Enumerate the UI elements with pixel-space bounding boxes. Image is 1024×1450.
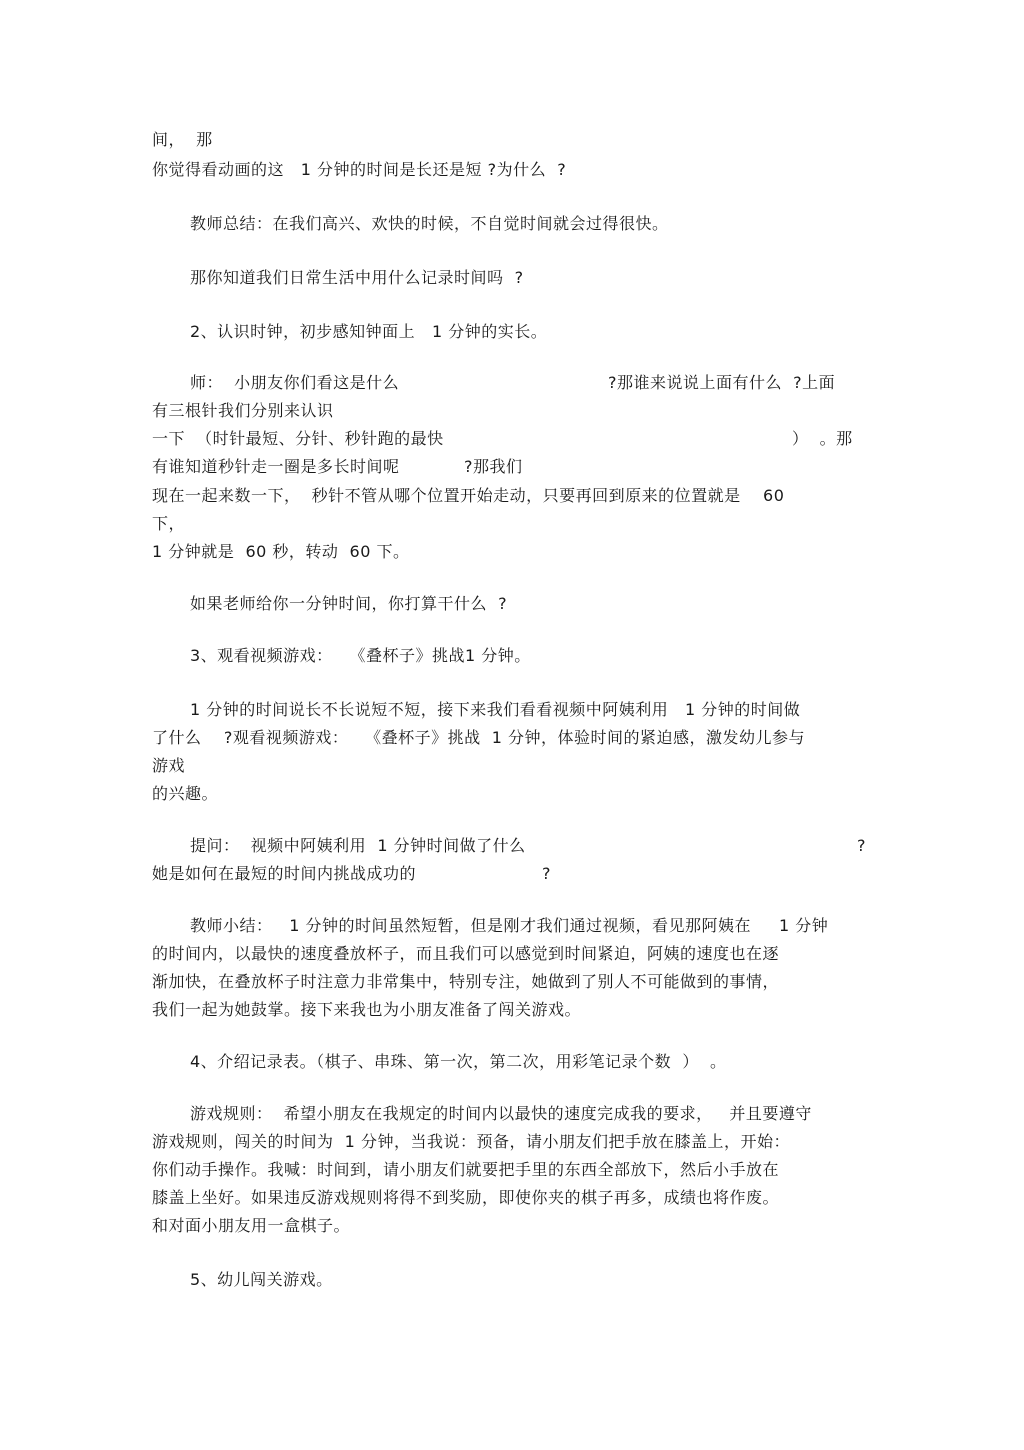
text-line: 的兴趣。 [152, 784, 219, 803]
text-line: 2、认识时钟，初步感知钟面上 1 分钟的实长。 [190, 322, 548, 341]
text-line: 渐加快，在叠放杯子时注意力非常集中，特别专注，她做到了别人不可能做到的事情， [152, 972, 780, 991]
text-line: 1 分钟就是 60 秒，转动 60 下。 [152, 542, 410, 561]
text-line: 1 分钟的时间说长不长说短不短，接下来我们看看视频中阿姨利用 1 分钟的时间做 [190, 700, 801, 719]
text-line: 游戏规则，闯关的时间为 1 分钟，当我说：预备，请小朋友们把手放在膝盖上，开始： [152, 1132, 790, 1151]
text-line: 5、幼儿闯关游戏。 [190, 1270, 333, 1289]
text-line: ） 。那 [792, 429, 853, 448]
text-line: 和对面小朋友用一盒棋子。 [152, 1216, 351, 1235]
text-line: 师： 小朋友你们看这是什么 [190, 373, 400, 392]
text-line: 你觉得看动画的这 1 分钟的时间是长还是短 ?为什么 ? [152, 160, 567, 179]
text-line: 间， 那 [152, 130, 213, 149]
text-line: 现在一起来数一下， 秒针不管从哪个位置开始走动，只要再回到原来的位置就是 60 [152, 486, 785, 505]
text-line: ? [542, 864, 551, 883]
text-line: 教师小结： 1 分钟的时间虽然短暂，但是刚才我们通过视频，看见那阿姨在 1 分钟 [190, 916, 829, 935]
text-line: 的时间内，以最快的速度叠放杯子，而且我们可以感觉到时间紧迫，阿姨的速度也在逐 [152, 944, 780, 963]
text-line: 游戏 [152, 756, 186, 775]
text-line: 有谁知道秒针走一圈是多长时间呢 [152, 457, 400, 476]
text-line: 膝盖上坐好。如果违反游戏规则将得不到奖励，即使你夹的棋子再多，成绩也将作废。 [152, 1188, 780, 1207]
text-line: 了什么 ?观看视频游戏： 《叠杯子》挑战 1 分钟，体验时间的紧迫感，激发幼儿参与 [152, 728, 806, 747]
text-line: ? [857, 836, 866, 855]
text-line: 3、观看视频游戏： 《叠杯子》挑战1 分钟。 [190, 646, 531, 665]
text-line: ?那我们 [464, 457, 523, 476]
text-line: 你们动手操作。我喊：时间到，请小朋友们就要把手里的东西全部放下，然后小手放在 [152, 1160, 780, 1179]
text-line: 她是如何在最短的时间内挑战成功的 [152, 864, 417, 883]
text-line: 4、介绍记录表。（棋子、串珠、第一次，第二次，用彩笔记录个数 ） 。 [190, 1052, 727, 1071]
text-line: 有三根针我们分别来认识 [152, 401, 334, 420]
text-line: 我们一起为她鼓掌。接下来我也为小朋友准备了闯关游戏。 [152, 1000, 582, 1019]
text-line: 下， [152, 514, 186, 533]
text-line: 游戏规则： 希望小朋友在我规定的时间内以最快的速度完成我的要求， 并且要遵守 [190, 1104, 812, 1123]
text-line: 教师总结：在我们高兴、欢快的时候，不自觉时间就会过得很快。 [190, 214, 669, 233]
text-line: 提问： 视频中阿姨利用 1 分钟时间做了什么 [190, 836, 526, 855]
text-line: ?那谁来说说上面有什么 ?上面 [608, 373, 836, 392]
text-line: 如果老师给你一分钟时间，你打算干什么 ? [190, 594, 508, 613]
text-line: 那你知道我们日常生活中用什么记录时间吗 ? [190, 268, 524, 287]
text-line: 一下 （时针最短、分针、秒针跑的最快 [152, 429, 444, 448]
